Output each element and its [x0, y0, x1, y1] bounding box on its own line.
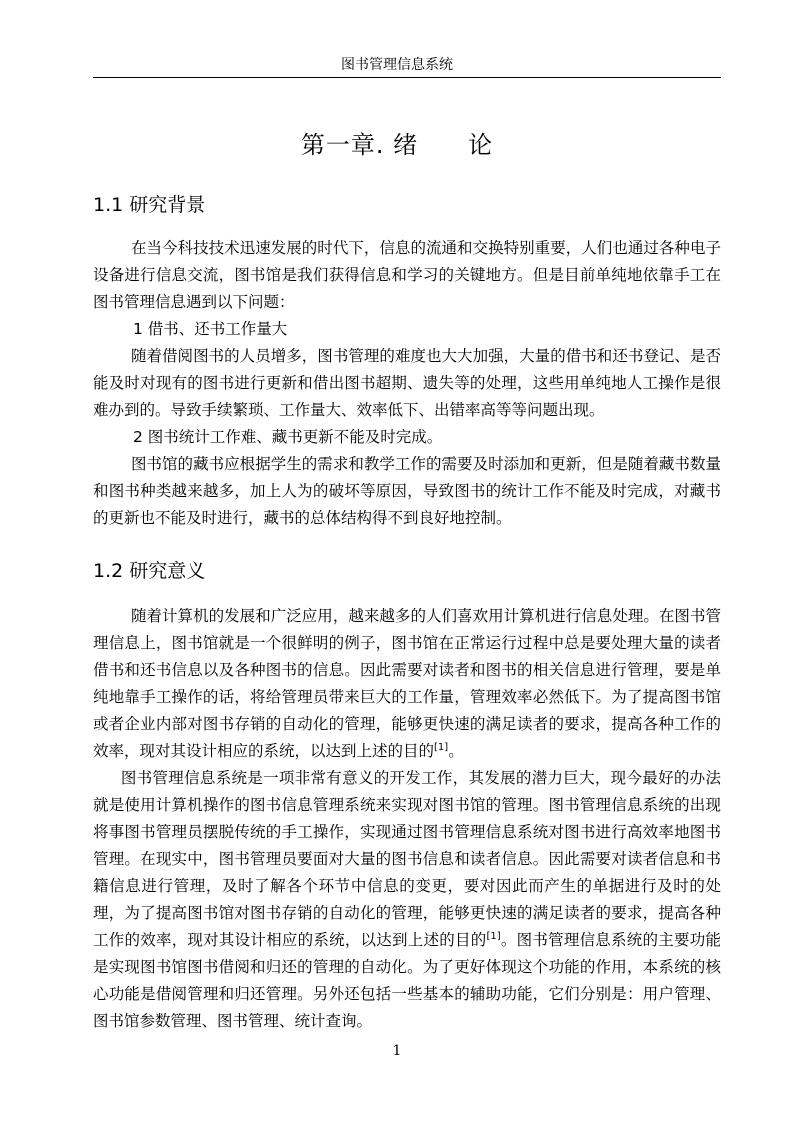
paragraph-significance-2: [93, 765, 721, 1035]
citation-ref: [1]: [434, 741, 449, 753]
paragraph-text-end: 。: [448, 742, 464, 760]
page-number: 1: [392, 1043, 402, 1059]
paragraph-text-end: 。图书管理信息系统的主要功能是实现图书馆图书借阅和归还的管理的自动化。为了更好体现这个功能的作用，本系统的核心功能是借阅管理和归还管理。另外还包括一些基本的辅助功能，它们分别是：用户管理、图书馆参数管理、图书管理、统计查询。: [93, 931, 721, 1030]
paragraph-text: 随着计算机的发展和广泛应用，越来越多的人们喜欢用计算机进行信息处理。在图书管理信息上，图书馆就是一个很鲜明的例子，图书馆在正常运行过程中总是要处理大量的读者借书和还书信息以及各种图书的信息。因此需要对读者和图书的相关信息进行管理，要是单纯地靠手工操作的话，将给管理员带来巨大的工作量，管理效率必然低下。为了提高图书馆或者企业内部对图书存销的自动化的管理，能够更快速的满足读者的要求，提高各种工作的效率，现对其设计相应的系统，以达到上述的目的: [93, 607, 721, 760]
paragraph-text: 图书管理信息系统是一项非常有意义的开发工作，其发展的潜力巨大，现今最好的办法就是使用计算机操作的图书信息管理系统来实现对图书馆的管理。图书管理信息系统的出现将事图书管理员摆脱传统的手工操作，实现通过图书管理信息系统对图书进行高效率地图书管理。在现实中，图书管理员要面对大量的图书信息和读者信息。因此需要对读者信息和书籍信息进行管理，及时了解各个环节中信息的变更，要对因此而产生的单据进行及时的处理，为了提高图书馆对图书存销的自动化的管理，能够更快速的满足读者的要求，提高各种工作的效率，现对其设计相应的系统，以达到上述的目的: [93, 769, 721, 949]
chapter-title: 第一章. 绪 论: [300, 131, 494, 159]
page-header-title: 图书管理信息系统: [341, 57, 453, 73]
list-item-title: 2 图书统计工作难、藏书更新不能及时完成。: [133, 428, 443, 446]
section-heading-background: 1.1 研究背景: [93, 194, 206, 216]
paragraph-item2: 图书馆的藏书应根据学生的需求和教学工作的需要及时添加和更新，但是随着藏书数量和图书种类越来越多，加上人为的破坏等原因，导致图书的统计工作不能及时完成，对藏书的更新也不能及时进行，藏书的总体结构得不到良好地控制。: [93, 455, 721, 527]
paragraph-significance-1: [93, 603, 721, 765]
header-divider: [93, 77, 721, 78]
paragraph-item1: 随着借阅图书的人员增多，图书管理的难度也大大加强，大量的借书和还书登记、是否能及时对现有的图书进行更新和借出图书超期、遗失等的处理，这些用单纯地人工操作是很难办到的。导致手续繁琐、工作量大、效率低下、出错率高等等问题出现。: [93, 347, 721, 419]
list-item-title: 1 借书、还书工作量大: [133, 320, 288, 338]
section-heading-significance: 1.2 研究意义: [93, 560, 206, 582]
citation-ref: [1]: [486, 930, 501, 942]
paragraph-background-intro: 在当今科技技术迅速发展的时代下，信息的流通和交换特别重要，人们也通过各种电子设备进行信息交流，图书馆是我们获得信息和学习的关键地方。但是目前单纯地依靠手工在图书管理信息遇到以下问题：: [93, 239, 721, 311]
